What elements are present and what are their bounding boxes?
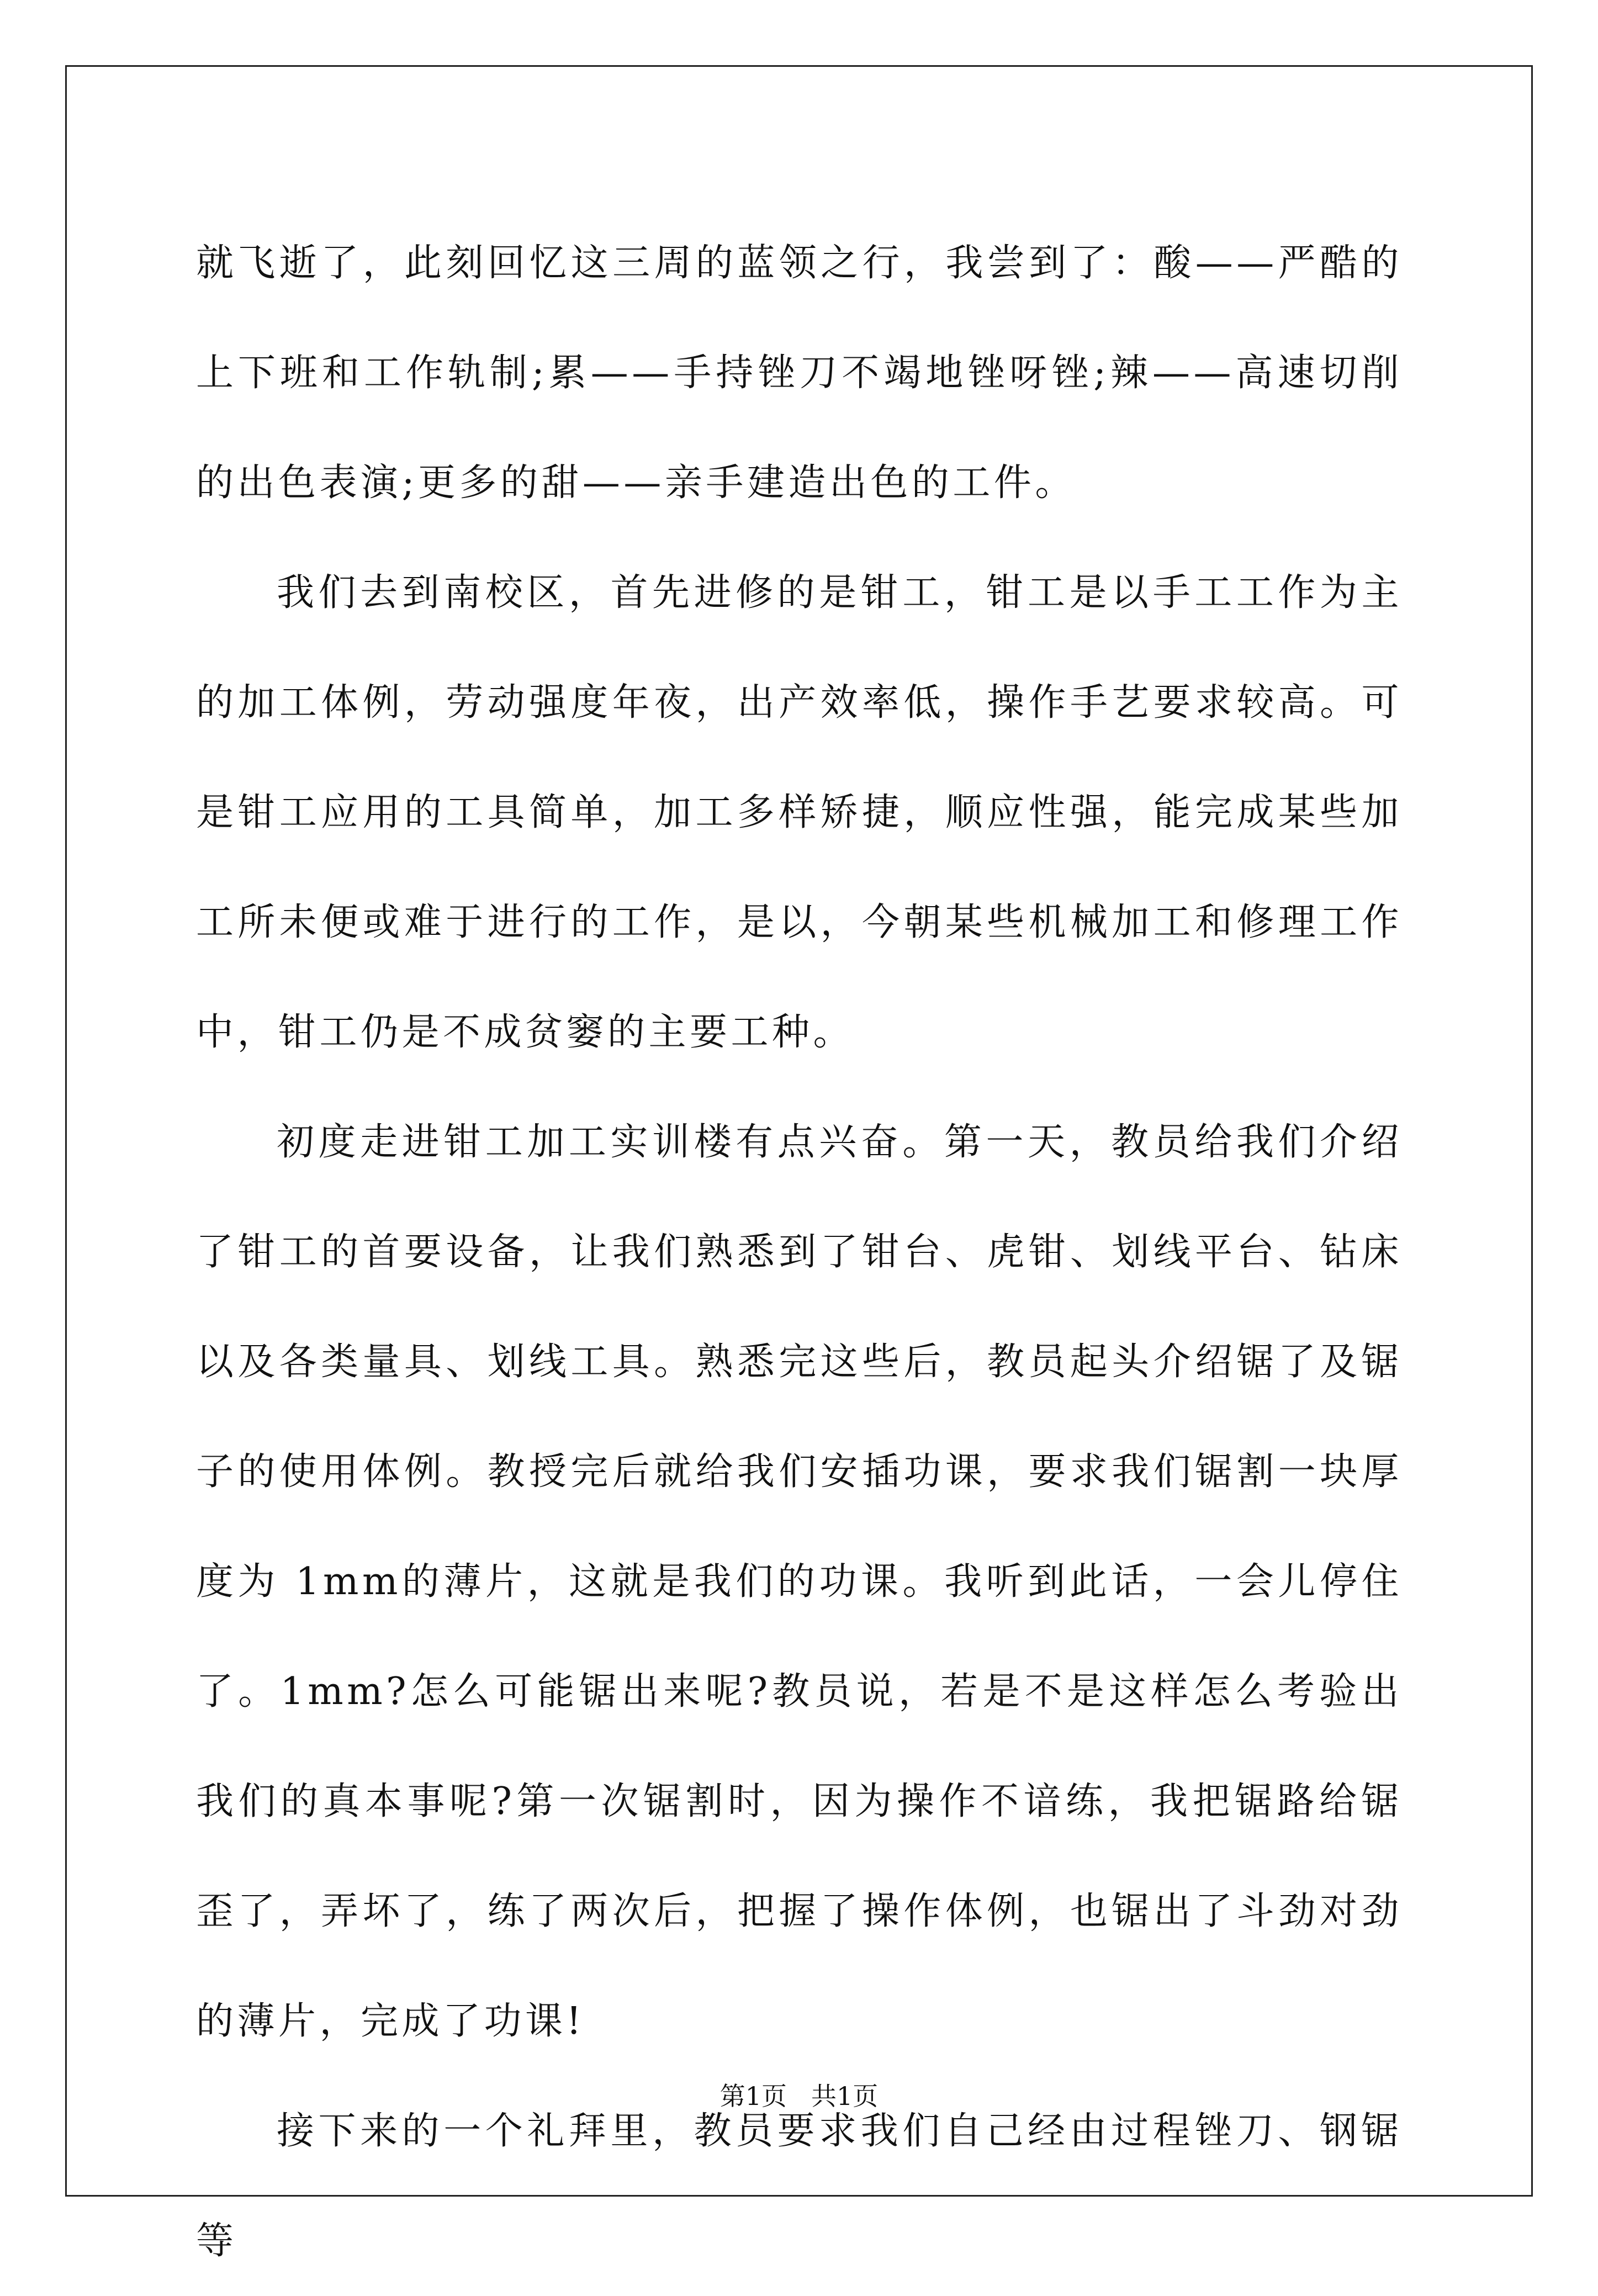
paragraph-3: 初度走进钳工加工实训楼有点兴奋。第一天，教员给我们介绍了钳工的首要设备，让我们熟悉到了钳台、虎钳、划线平台、钻床以及各类量具、划线工具。熟悉完这些后，教员起头介绍锯了及锯子的使用体例。教授完后就给我们安插功课，要求我们锯割一块厚度为 1mm的薄片，这就是我们的功课。我听到此话，一会儿停住了。1mm?怎么可能锯出来呢?教员说，若是不是这样怎么考验出我们的真本事呢?第一次锯割时，因为操作不谙练，我把锯路给锯歪了，弄坏了，练了两次后，把握了操作体例，也锯出了斗劲对劲的薄片，完成了功课! bbox=[196, 1120, 1403, 2043]
paragraph-4: 接下来的一个礼拜里，教员要求我们自己经由过程锉刀、钢锯等 bbox=[196, 2109, 1403, 2263]
paragraph-1: 就飞逝了，此刻回忆这三周的蓝领之行，我尝到了：酸——严酷的上下班和工作轨制;累——手持锉刀不竭地锉呀锉;辣——高速切削的出色表演;更多的甜——亲手建造出色的工件。 bbox=[196, 241, 1403, 505]
paragraph-2: 我们去到南校区，首先进修的是钳工，钳工是以手工工作为主的加工体例，劳动强度年夜，出产效率低，操作手艺要求较高。可是钳工应用的工具简单，加工多样矫捷，顺应性强，能完成某些加工所未便或难于进行的工作，是以，今朝某些机械加工和修理工作中，钳工仍是不成贫窭的主要工种。 bbox=[196, 571, 1403, 1054]
page-total: 共1页 bbox=[811, 2081, 879, 2111]
page-footer bbox=[0, 2080, 1598, 2113]
page-number: 第1页 bbox=[719, 2081, 787, 2111]
document-body bbox=[196, 208, 1403, 2296]
